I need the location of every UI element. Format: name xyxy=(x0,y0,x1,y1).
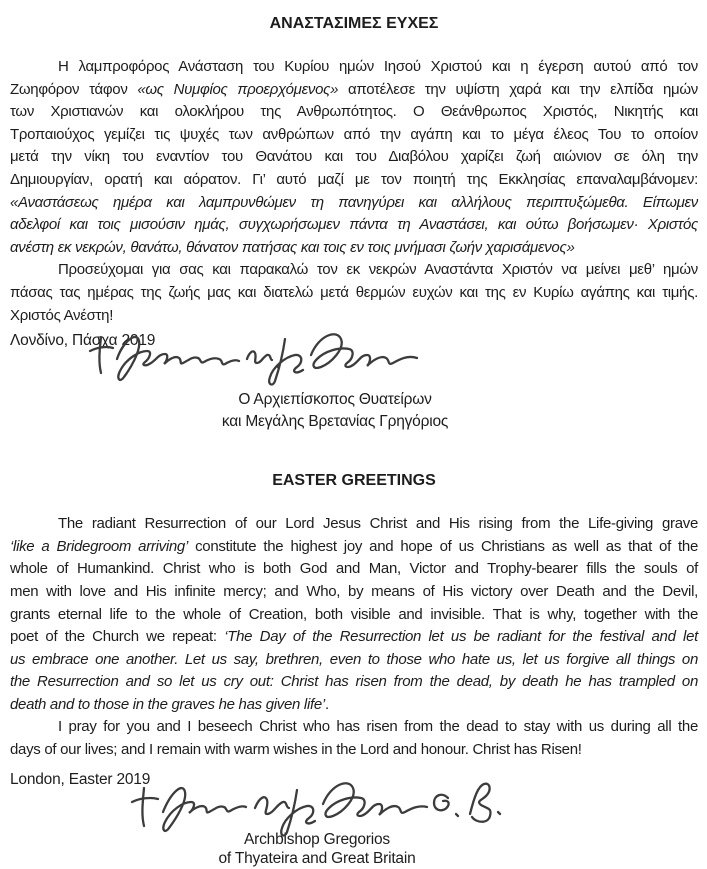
text-line: the Resurrection and so let us cry out: Christ has risen from the dead, by death he has trampled on xyxy=(10,673,698,691)
english-signature-caption xyxy=(10,830,624,869)
greek-signature-block xyxy=(10,329,698,433)
text-line: The radiant Resurrection of our Lord Jesus Christ and His rising from the Life-giving grave xyxy=(58,515,698,533)
text-line: των Χριστιανών και ολοκλήρου της Ανθρωπότητος. Ο Θεάνθρωπος Χριστός, Νικητής και xyxy=(10,103,698,121)
greek-signature-caption xyxy=(10,389,660,433)
text-line: «Αναστάσεως ημέρα και λαμπρυνθώμεν τη πανηγύρει και αλλήλους περιπτυξώμεθα. Είπωμεν xyxy=(10,193,698,211)
greek-dateline: Λονδίνο, Πάσχα 2019 xyxy=(10,332,156,350)
text-line: μετά την νίκη του εναντίον του Θανάτου και του Διαβόλου χαρίζει ζωή αιώνιον σε όλη την xyxy=(10,148,698,166)
text-line: I pray for you and I beseech Christ who has risen from the dead to stay with us during all the xyxy=(58,718,698,736)
text-line: us embrace one another. Let us say, brethren, even to those who hate us, let us forgive all things on xyxy=(10,650,698,668)
text-line: Προσεύχομαι για σας και παρακαλώ τον εκ νεκρών Αναστάντα Χριστόν να μείνει μεθ’ ημών xyxy=(58,261,698,279)
text-line: ‘like a Bridegroom arriving’ constitute the highest joy and hope of us Christians as well as that of the xyxy=(10,537,699,555)
english-caption-line-1: Archbishop Gregorios xyxy=(244,830,390,848)
text-line: Δημιουργίαν, ορατή και αόρατον. Γι’ αυτό μαζί με τον ποιητή της Εκκλησίας επαναλαμβάνομεν: xyxy=(10,170,698,188)
text-line: grants eternal life to the whole of Creation, both visible and invisible. That is why, together with the xyxy=(10,605,698,623)
text-line: Τροπαιούχος γεμίζει τις ψυχές των ανθρώπων από την αγάπη και το μέγα έλεος Του το οποίον xyxy=(10,125,698,143)
greek-paragraph-1 xyxy=(10,56,698,259)
text-line: men with love and His infinite mercy; and Who, by means of His victory over Death and the Devil, xyxy=(10,582,698,600)
english-title: EASTER GREETINGS xyxy=(272,472,436,490)
english-signature-block xyxy=(10,768,698,869)
english-dateline: London, Easter 2019 xyxy=(10,770,151,788)
text-line: Χριστός Ανέστη! xyxy=(10,306,114,324)
text-line: αδελφοί και τοις μισούσιν ημάς, συγχωρήσωμεν πάντα τη Αναστάσει, και ούτω βοήσωμεν· Χριστός xyxy=(10,216,698,234)
text-line: πάσας τας ημέρας της ζωής μας και διατελώ μετά θερμών ευχών και της εν Κυρίω αγάπης και τιμής. xyxy=(10,283,698,301)
text-line: ανέστη εκ νεκρών, θανάτω, θάνατον πατήσας και τοις εν τοις μνήμασι ζωήν χαρισάμενος» xyxy=(10,238,575,256)
text-line: days of our lives; and I remain with warm wishes in the Lord and honour. Christ has Risen! xyxy=(10,741,582,759)
greek-caption-line-2: και Μεγάλης Βρετανίας Γρηγόριος xyxy=(221,413,449,431)
text-line: poet of the Church we repeat: ‘The Day of the Resurrection let us be radiant for the festival and let xyxy=(10,628,698,646)
greek-paragraph-2 xyxy=(10,259,698,327)
text-line: death and to those in the graves he has given life’. xyxy=(10,695,329,713)
english-caption-line-2: of Thyateira and Great Britain xyxy=(218,850,416,868)
text-line: Ζωηφόρον τάφον «ως Νυμφίος προερχόμενος» αποτέλεσε την υψίστη χαρά και την ελπίδα ημών xyxy=(10,80,698,98)
english-paragraph-1 xyxy=(10,513,698,716)
text-line: whole of Humankind. Christ who is both God and Man, Victor and Trophy-bearer fills the souls of xyxy=(10,560,698,578)
text-line: Η λαμπροφόρος Ανάσταση του Κυρίου ημών Ιησού Χριστού και η έγερση αυτού από τον xyxy=(58,58,698,75)
greek-caption-line-1: Ο Αρχιεπίσκοπος Θυατείρων xyxy=(238,391,432,409)
greek-title: ΑΝΑΣΤΑΣΙΜΕΣ ΕΥΧΕΣ xyxy=(269,15,439,32)
english-paragraph-2 xyxy=(10,716,698,761)
